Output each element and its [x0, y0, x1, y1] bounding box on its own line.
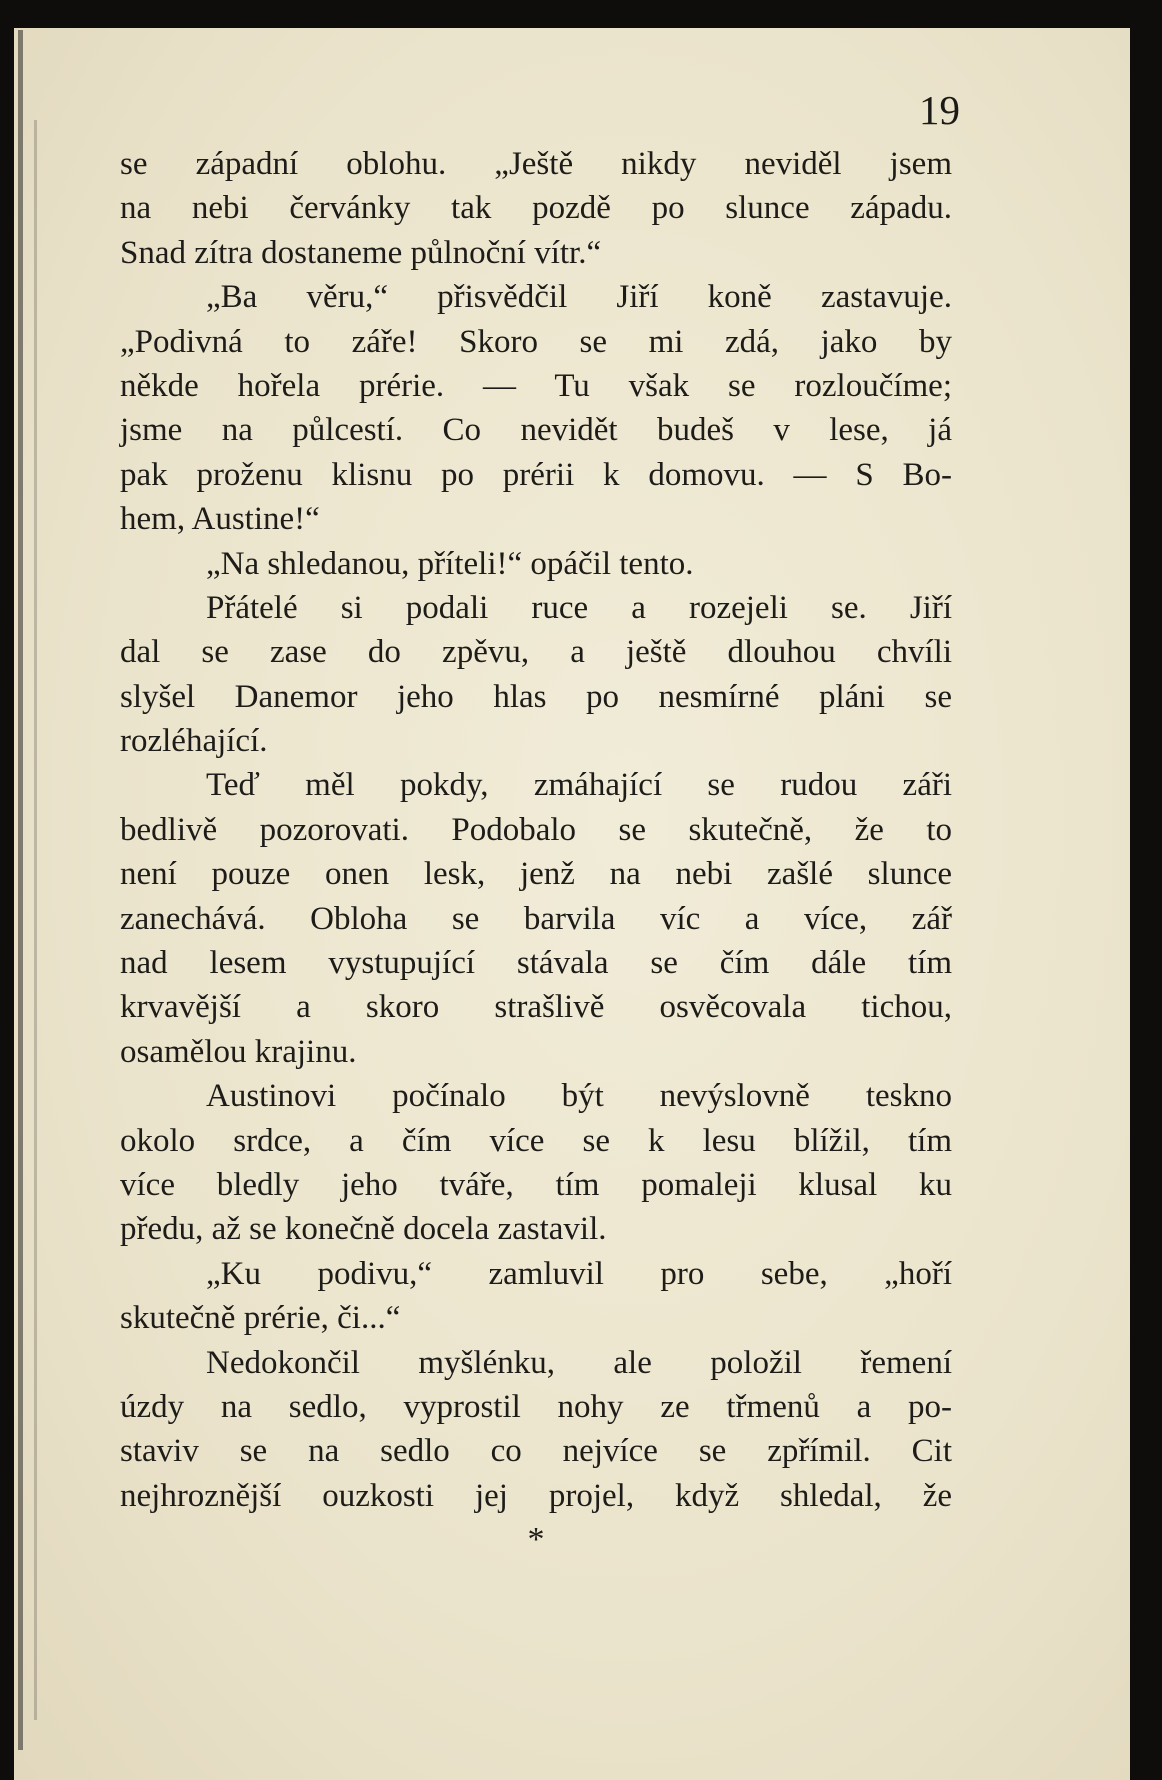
- text-line: na nebi červánky tak pozdě po slunce západu.: [120, 190, 952, 227]
- text-line: skutečně prérie, či...“: [120, 1300, 401, 1337]
- text-line: není pouze onen lesk, jenž na nebi zašlé slunce: [120, 856, 952, 893]
- text-line: předu, až se konečně docela zastavil.: [120, 1211, 607, 1248]
- text-line: „Na shledanou, příteli!“ opáčil tento.: [206, 545, 694, 582]
- page-number: 19: [919, 87, 960, 133]
- text-line: úzdy na sedlo, vyprostil nohy ze třmenů a po-: [120, 1388, 952, 1425]
- text-line: bedlivě pozorovati. Podobalo se skutečně, že to: [120, 811, 952, 848]
- text-line: Nedokončil myšlénku, ale položil řemení: [206, 1344, 952, 1381]
- text-line: nad lesem vystupující stávala se čím dále tím: [120, 945, 952, 982]
- text-line: někde hořela prérie. — Tu však se rozloučíme;: [120, 367, 952, 404]
- text-line: „Ba věru,“ přisvědčil Jiří koně zastavuje.: [206, 279, 952, 316]
- text-line: osamělou krajinu.: [120, 1033, 357, 1070]
- text-line: okolo srdce, a čím více se k lesu blížil, tím: [120, 1122, 952, 1159]
- text-line: pak proženu klisnu po prérii k domovu. — S Bo-: [120, 456, 952, 493]
- page-gutter-edge: [18, 30, 23, 1750]
- text-line: Teď měl pokdy, zmáhající se rudou záři: [206, 767, 952, 804]
- text-line: Snad zítra dostaneme půlnoční vítr.“: [120, 234, 602, 271]
- text-line: krvavější a skoro strašlivě osvěcovala tichou,: [120, 989, 952, 1026]
- text-line: se západní oblohu. „Ještě nikdy neviděl jsem: [120, 146, 952, 182]
- text-line: více bledly jeho tváře, tím pomaleji klusal ku: [120, 1166, 952, 1203]
- text-line: zanechává. Obloha se barvila víc a více, zář: [120, 900, 952, 937]
- text-line: „Podivná to záře! Skoro se mi zdá, jako by: [120, 323, 952, 360]
- text-line: „Ku podivu,“ zamluvil pro sebe, „hoří: [206, 1255, 952, 1292]
- text-line: nejhroznější ouzkosti jej projel, když shledal, že: [120, 1477, 952, 1514]
- text-line: jsme na půlcestí. Co nevidět budeš v lese, já: [120, 412, 952, 449]
- text-line: dal se zase do zpěvu, a ještě dlouhou chvíli: [120, 634, 952, 671]
- text-line: Přátelé si podali ruce a rozejeli se. Jiří: [206, 589, 952, 626]
- page-gutter-shadow: [34, 120, 37, 1720]
- signature-mark: *: [527, 1521, 545, 1559]
- text-line: staviv se na sedlo co nejvíce se zpřímil. Cit: [120, 1433, 952, 1470]
- text-line: slyšel Danemor jeho hlas po nesmírné pláni se: [120, 678, 952, 715]
- body-text: [120, 142, 952, 1563]
- text-line: hem, Austine!“: [120, 501, 320, 538]
- text-line: rozléhající.: [120, 723, 268, 760]
- text-line: Austinovi počínalo být nevýslovně teskno: [206, 1078, 952, 1115]
